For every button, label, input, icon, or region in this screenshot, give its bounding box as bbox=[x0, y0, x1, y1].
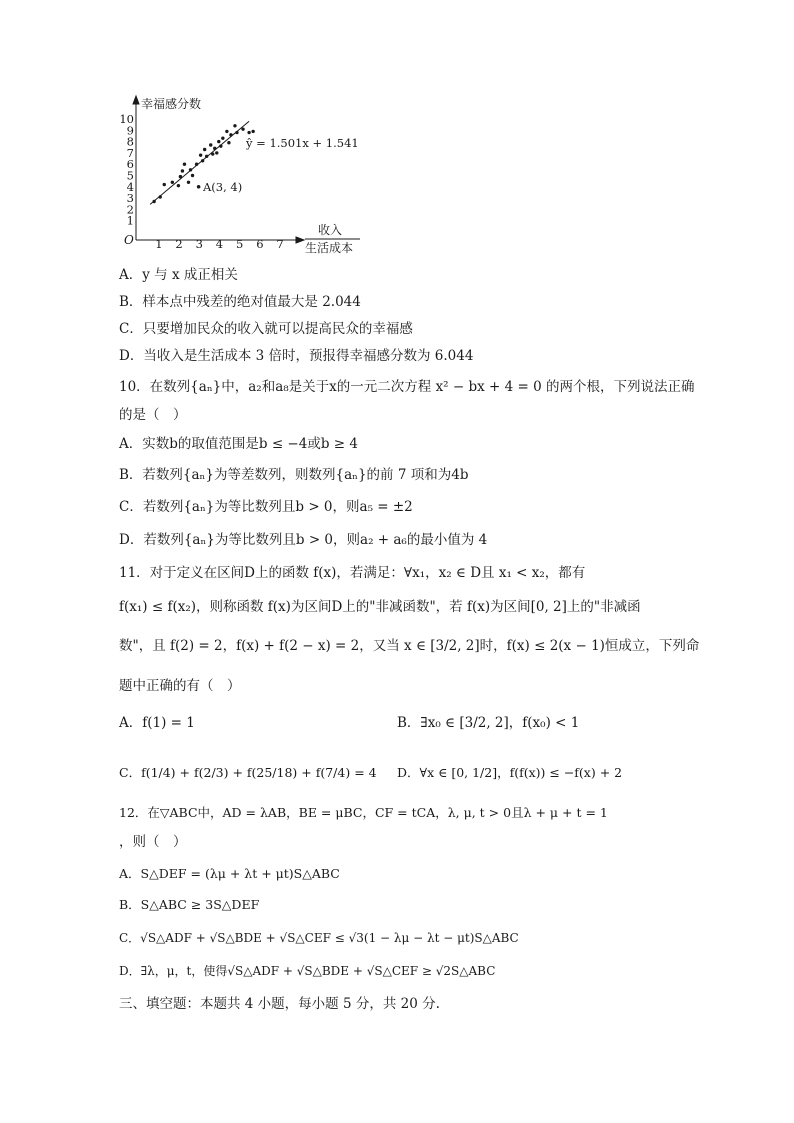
q12-option-b: B．S△ABC ≥ 3S△DEF bbox=[119, 897, 260, 912]
data-point bbox=[171, 181, 174, 184]
q11-stem-line4: 题中正确的有（ ） bbox=[119, 678, 241, 694]
data-point bbox=[159, 195, 162, 198]
data-point bbox=[181, 169, 184, 172]
data-point bbox=[183, 163, 186, 166]
data-point bbox=[235, 131, 238, 134]
q11-option-d: D．∀x ∈ [0, 1/2]，f(f(x)) ≤ −f(x) + 2 bbox=[397, 765, 623, 780]
x-tick-label: 7 bbox=[276, 237, 284, 251]
data-point bbox=[229, 133, 232, 136]
y-tick-label: 3 bbox=[126, 191, 134, 206]
y-tick-label: 4 bbox=[126, 179, 134, 194]
data-point bbox=[213, 147, 216, 150]
x-tick-label: 5 bbox=[236, 237, 244, 251]
q10-stem-line2: 的是（ ） bbox=[119, 407, 187, 423]
x-tick-label: 4 bbox=[215, 237, 224, 251]
data-point bbox=[163, 183, 166, 186]
y-tick-label: 6 bbox=[126, 157, 134, 172]
q9-option-b: B．样本点中残差的绝对值最大是 2.044 bbox=[119, 294, 361, 310]
data-point bbox=[191, 174, 194, 177]
x-axis-label-bottom: 生活成本 bbox=[305, 241, 354, 255]
q10-option-d: D．若数列{aₙ}为等比数列且b > 0，则a₂ + a₆的最小值为 4 bbox=[119, 532, 488, 548]
y-tick-label: 8 bbox=[126, 134, 134, 149]
q12-stem-line2: ，则（ ） bbox=[119, 834, 187, 850]
data-point bbox=[187, 181, 190, 184]
x-tick-label: 6 bbox=[256, 237, 264, 251]
data-point bbox=[203, 148, 206, 151]
q9-option-a: A．y 与 x 成正相关 bbox=[119, 267, 238, 283]
q11-stem-line3: 数"，且 f(2) = 2，f(x) + f(2 − x) = 2，又当 x ∈ [3/2, 2]时，f(x) ≤ 2(x − 1)恒成立，下列命 bbox=[119, 638, 700, 654]
y-tick-label: 2 bbox=[126, 202, 134, 217]
data-point bbox=[199, 153, 202, 156]
scatter-chart bbox=[0, 0, 794, 270]
point-annotation: A(3, 4) bbox=[203, 180, 243, 194]
data-point bbox=[247, 131, 250, 134]
data-point bbox=[217, 140, 220, 143]
data-point bbox=[195, 163, 198, 166]
regression-equation: ŷ = 1.501x + 1.541 bbox=[246, 136, 359, 150]
y-tick-label: 10 bbox=[119, 112, 134, 126]
q10-option-c: C．若数列{aₙ}为等比数列且b > 0，则a₅ = ±2 bbox=[119, 499, 413, 515]
data-point bbox=[211, 152, 214, 155]
q10-option-b: B．若数列{aₙ}为等差数列，则数列{aₙ}的前 7 项和为4b bbox=[119, 467, 469, 483]
y-tick-label: 9 bbox=[126, 123, 134, 138]
data-point bbox=[177, 184, 180, 187]
q11-stem-line2: f(x₁) ≤ f(x₂)，则称函数 f(x)为区间D上的"非减函数"，若 f(x)为区间[0, 2]上的"非减函 bbox=[119, 599, 641, 615]
x-axis-label-top: 收入 bbox=[318, 223, 343, 237]
data-point bbox=[233, 124, 236, 127]
data-point bbox=[152, 200, 155, 203]
q11-option-c: C．f(1/4) + f(2/3) + f(25/18) + f(7/4) = 4 bbox=[119, 765, 377, 780]
data-point bbox=[215, 151, 218, 154]
q10-option-a: A．实数b的取值范围是b ≤ −4或b ≥ 4 bbox=[119, 436, 358, 452]
data-point bbox=[205, 155, 208, 158]
data-point bbox=[179, 175, 182, 178]
data-point bbox=[225, 130, 228, 133]
y-tick-label: 7 bbox=[126, 145, 134, 160]
q12-option-d: D．∃λ，μ，t，使得√S△ADF + √S△BDE + √S△CEF ≥ √2S△ABC bbox=[119, 964, 496, 978]
q10-stem-line1: 10．在数列{aₙ}中，a₂和a₈是关于x的一元二次方程 x² − bx + 4 = 0 的两个根，下列说法正确 bbox=[119, 379, 695, 395]
q9-option-d: D．当收入是生活成本 3 倍时，预报得幸福感分数为 6.044 bbox=[119, 348, 474, 364]
q9-option-c: C．只要增加民众的收入就可以提高民众的幸福感 bbox=[119, 321, 413, 337]
annotated-point bbox=[197, 185, 200, 188]
x-axis-arrow bbox=[296, 237, 304, 243]
y-axis-arrow bbox=[133, 96, 139, 104]
data-point bbox=[219, 144, 222, 147]
data-point bbox=[251, 130, 254, 133]
section-3-heading: 三、填空题：本题共 4 小题，每小题 5 分，共 20 分. bbox=[119, 996, 440, 1012]
q12-option-a: A．S△DEF = (λμ + λt + μt)S△ABC bbox=[119, 866, 340, 881]
q12-option-c: C．√S△ADF + √S△BDE + √S△CEF ≤ √3(1 − λμ − λt − μt)S△ABC bbox=[119, 931, 519, 945]
y-tick-label: 5 bbox=[126, 168, 134, 183]
q11-option-a: A．f(1) = 1 bbox=[119, 715, 195, 731]
x-tick-label: 1 bbox=[155, 237, 163, 251]
data-point bbox=[221, 137, 224, 140]
data-point bbox=[201, 159, 204, 162]
q12-stem-line1: 12．在▽ABC中，AD = λAB，BE = μBC，CF = tCA，λ, μ, t > 0且λ + μ + t = 1 bbox=[119, 805, 608, 820]
x-tick-label: 2 bbox=[175, 237, 183, 251]
y-tick-label: 1 bbox=[126, 213, 134, 228]
x-tick-label: 3 bbox=[195, 237, 203, 251]
data-point bbox=[227, 141, 230, 144]
q11-option-b: B．∃x₀ ∈ [3/2, 2]，f(x₀) < 1 bbox=[397, 715, 580, 731]
data-point bbox=[241, 127, 244, 130]
data-point bbox=[189, 168, 192, 171]
data-point bbox=[209, 143, 212, 146]
y-axis-label: 幸福感分数 bbox=[141, 97, 202, 111]
origin-label: O bbox=[124, 233, 134, 247]
q11-stem-line1: 11．对于定义在区间D上的函数 f(x)，若满足：∀x₁，x₂ ∈ D且 x₁ < x₂，都有 bbox=[119, 565, 586, 581]
